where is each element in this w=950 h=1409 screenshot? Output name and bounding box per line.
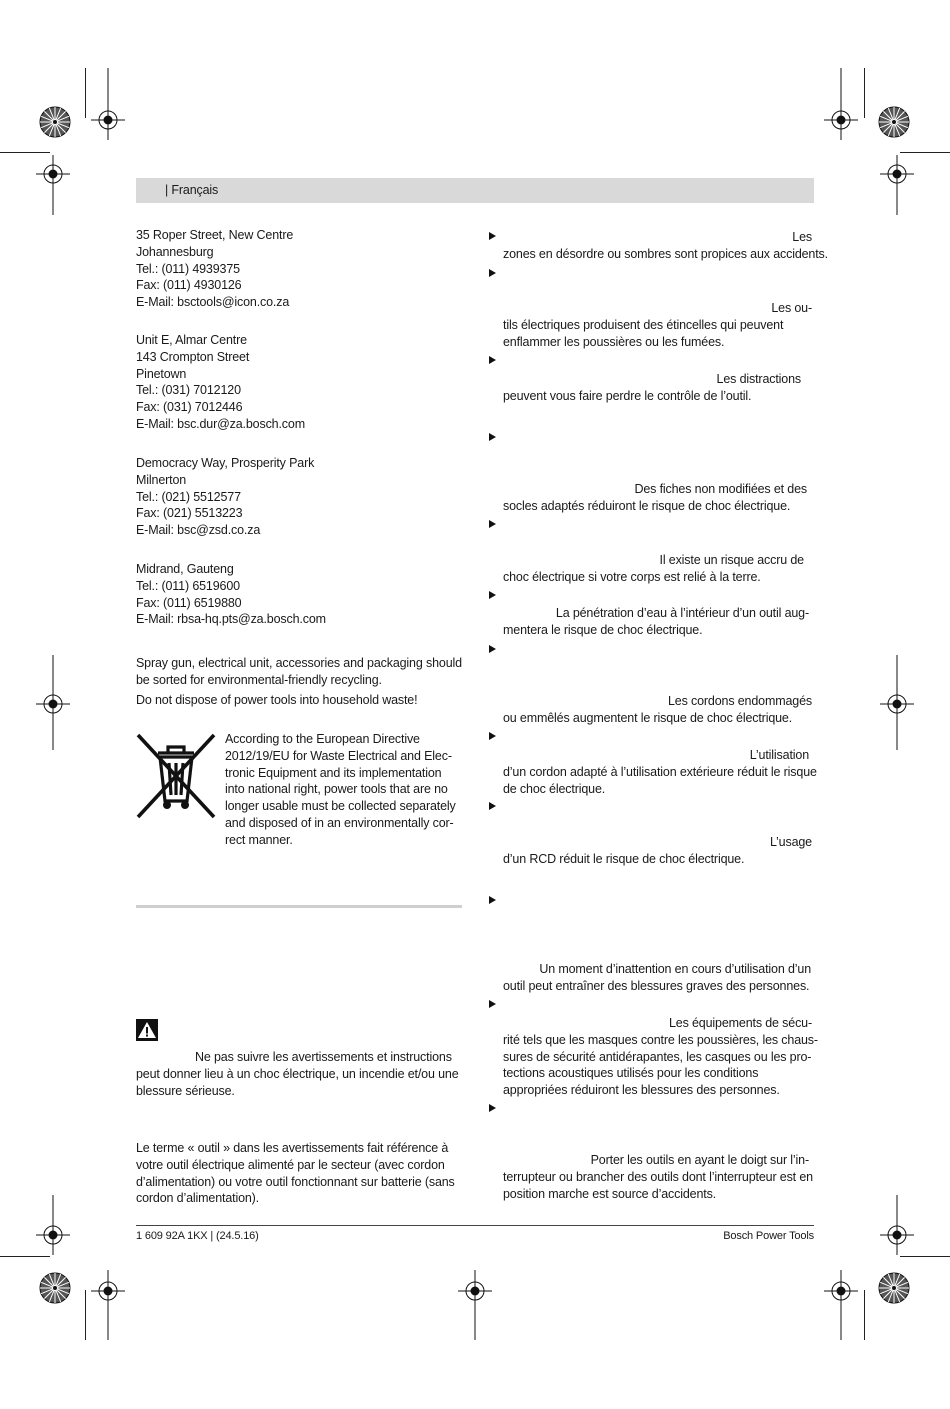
text-line: ou emmêlés augmentent le risque de choc électrique. [503, 710, 793, 725]
footer-rule [136, 1225, 814, 1226]
text-line: Les équipements de sécu- [668, 1016, 812, 1030]
text-line: 2012/19/EU for Waste Electrical and Elec- [225, 748, 452, 763]
safety-item-alertness [503, 961, 811, 995]
text-line: Les distractions [716, 372, 801, 386]
brand-name: Bosch Power Tools [723, 1230, 814, 1242]
bullet-arrow-icon [488, 232, 497, 242]
safety-item-rain [503, 605, 809, 639]
text-line: peut donner lieu à un choc électrique, un incendie et/ou une [136, 1066, 459, 1081]
text-line: d’un RCD réduit le risque de choc électrique. [503, 851, 745, 866]
bullet-arrow-icon [488, 591, 497, 601]
text-line: According to the European Directive [225, 732, 420, 746]
text-line: L’utilisation [749, 748, 809, 762]
household-waste-notice: Do not dispose of power tools into household waste! [136, 693, 418, 707]
bullet-arrow-icon [488, 896, 497, 906]
address-line: Tel.: (031) 7012120 [136, 383, 241, 398]
address-line: Fax: (031) 7012446 [136, 400, 243, 415]
text-line: enflammer les poussières ou les fumées. [503, 334, 725, 349]
address-block-pinetown [136, 332, 305, 433]
address-line: 143 Crompton Street [136, 349, 250, 364]
safety-item-cord [503, 693, 812, 727]
text-line: Il existe un risque accru de [659, 553, 804, 567]
text-line: Les [792, 230, 812, 244]
text-line: Spray gun, electrical unit, accessories and packaging should [136, 656, 462, 670]
text-line: appropriées réduiront les blessures des personnes. [503, 1083, 780, 1098]
bullet-arrow-icon [488, 269, 497, 279]
text-line: rect manner. [225, 832, 293, 847]
safety-item-outdoor-cord [503, 747, 817, 797]
text-line: de choc électrique. [503, 781, 606, 796]
bullet-arrow-icon [488, 356, 497, 366]
text-line: Un moment d’inattention en cours d’utilisation d’un [539, 962, 811, 976]
address-line: Unit E, Almar Centre [136, 333, 247, 347]
text-line: socles adaptés réduiront le risque de choc électrique. [503, 498, 791, 513]
address-line: Fax: (011) 4930126 [136, 278, 242, 293]
text-line: choc électrique si votre corps est relié à la terre. [503, 569, 761, 584]
warning-triangle-icon [136, 1019, 158, 1041]
bullet-arrow-icon [488, 433, 497, 443]
address-line: Tel.: (011) 6519600 [136, 578, 240, 593]
text-line: votre outil électrique alimenté par le secteur (avec cordon [136, 1157, 445, 1172]
text-line: longer usable must be collected separately [225, 799, 456, 814]
address-block-milnerton [136, 455, 314, 539]
section-label: | Français [165, 183, 219, 197]
text-line: Les cordons endommagés [667, 694, 812, 708]
address-block-midrand [136, 561, 326, 628]
text-line: Le terme « outil » dans les avertissements fait référence à [136, 1141, 449, 1155]
address-line: E-Mail: bsctools@icon.co.za [136, 295, 290, 310]
address-line: Milnerton [136, 472, 187, 487]
text-line: Les ou- [771, 301, 812, 315]
text-line: sures de sécurité antidérapantes, les casques ou les pro- [503, 1049, 812, 1064]
text-line: tronic Equipment and its implementation [225, 765, 442, 780]
text-line: blessure sérieuse. [136, 1083, 235, 1098]
text-line: and disposed of in an environmentally cor- [225, 815, 454, 830]
document-number: 1 609 92A 1KX | (24.5.16) [136, 1230, 259, 1242]
address-line: Pinetown [136, 366, 187, 381]
address-line: Tel.: (011) 4939375 [136, 261, 240, 276]
text-line: La pénétration d’eau à l’intérieur d’un outil aug- [555, 606, 809, 620]
text-line: outil peut entraîner des blessures graves des personnes. [503, 978, 810, 993]
bullet-arrow-icon [488, 802, 497, 812]
safety-item-earthed-surfaces [503, 552, 804, 586]
text-line: rité tels que les masques contre les poussières, les chaus- [503, 1032, 818, 1047]
text-line: d’un cordon adapté à l’utilisation extérieure réduit le risque [503, 764, 817, 779]
weee-directive-paragraph [225, 731, 456, 849]
disposal-paragraph [136, 655, 462, 689]
safety-item-work-area [503, 229, 828, 263]
text-line: be sorted for environmental-friendly recycling. [136, 672, 382, 687]
text-line: Porter les outils en ayant le doigt sur l’in- [590, 1153, 809, 1167]
address-line: E-Mail: rbsa-hq.pts@za.bosch.com [136, 612, 326, 627]
address-line: Midrand, Gauteng [136, 562, 234, 576]
text-line: mentera le risque de choc électrique. [503, 622, 703, 637]
safety-item-unintentional-start [503, 1152, 813, 1202]
text-line: zones en désordre ou sombres sont propices aux accidents. [503, 246, 828, 261]
bullet-arrow-icon [488, 732, 497, 742]
address-line: 35 Roper Street, New Centre [136, 228, 294, 242]
address-line: Fax: (021) 5513223 [136, 506, 243, 521]
text-line: tections acoustiques utilisés pour les conditions [503, 1066, 759, 1081]
safety-item-protective-equipment [503, 1015, 818, 1099]
text-line: tils électriques produisent des étincelles qui peuvent [503, 317, 784, 332]
text-line: L’usage [769, 835, 812, 849]
text-line: Des fiches non modifiées et des [634, 482, 807, 496]
text-line: d’alimentation) ou votre outil fonctionnant sur batterie (sans [136, 1174, 455, 1189]
address-line: Democracy Way, Prosperity Park [136, 456, 315, 470]
text-line: peuvent vous faire perdre le contrôle de l’outil. [503, 388, 752, 403]
text-line: Ne pas suivre les avertissements et instructions [195, 1050, 452, 1064]
address-line: Johannesburg [136, 244, 214, 259]
header-band [136, 178, 814, 203]
crossed-out-wheelie-bin-icon [136, 733, 216, 819]
safety-item-explosive-atmosphere [503, 300, 812, 350]
text-line: position marche est source d’accidents. [503, 1186, 717, 1201]
bullet-arrow-icon [488, 645, 497, 655]
warning-paragraph [136, 1049, 459, 1099]
section-divider [136, 905, 462, 908]
text-line: into national right, power tools that are no [225, 782, 448, 797]
address-line: Fax: (011) 6519880 [136, 595, 242, 610]
text-line: terrupteur ou brancher des outils dont l’interrupteur est en [503, 1169, 813, 1184]
address-line: E-Mail: bsc.dur@za.bosch.com [136, 416, 305, 431]
safety-item-distractions [503, 371, 801, 405]
term-definition-paragraph [136, 1140, 455, 1207]
bullet-arrow-icon [488, 1104, 497, 1114]
bullet-arrow-icon [488, 1000, 497, 1010]
address-line: E-Mail: bsc@zsd.co.za [136, 523, 261, 538]
address-line: Tel.: (021) 5512577 [136, 489, 241, 504]
address-block-johannesburg [136, 227, 293, 311]
safety-item-plugs [503, 481, 807, 515]
bullet-arrow-icon [488, 520, 497, 530]
text-line: cordon d’alimentation). [136, 1191, 260, 1206]
safety-item-rcd [503, 834, 812, 868]
